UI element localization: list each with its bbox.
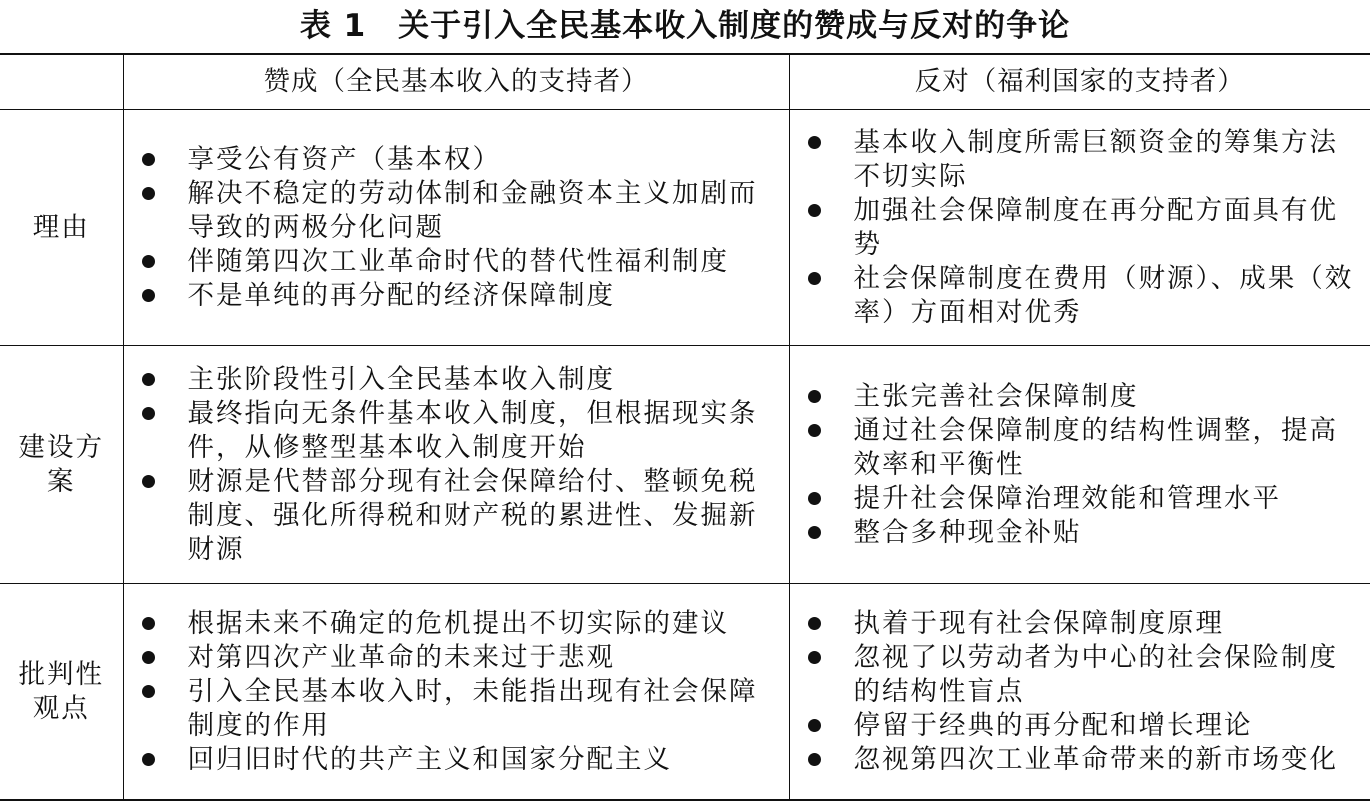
table-header-row	[0, 54, 1370, 110]
table-title: 表 1 关于引入全民基本收入制度的赞成与反对的争论	[299, 8, 1071, 44]
list-item	[138, 177, 779, 245]
header-corner	[0, 54, 123, 110]
list-item-text: 加强社会保障制度在再分配方面具有优势	[853, 194, 1338, 260]
bullet-icon	[808, 424, 821, 437]
list-item	[138, 607, 779, 641]
list-item	[804, 709, 1361, 743]
con-cell-reason	[789, 110, 1370, 346]
list-item	[804, 743, 1361, 777]
list-item	[138, 743, 779, 777]
bullet-list	[138, 607, 779, 777]
bullet-icon	[142, 187, 155, 200]
row-label-plan: 建设方案	[0, 346, 123, 584]
list-item	[138, 279, 779, 313]
list-item	[804, 414, 1361, 482]
list-item-text: 主张阶段性引入全民基本收入制度	[187, 363, 615, 395]
list-item	[138, 675, 779, 743]
con-cell-critique	[789, 584, 1370, 801]
bullet-icon	[142, 289, 155, 302]
list-item-text: 主张完善社会保障制度	[853, 380, 1139, 412]
row-label-reason: 理由	[0, 110, 123, 346]
list-item-text: 社会保障制度在费用（财源）、成果（效率）方面相对优秀	[853, 262, 1354, 328]
bullet-icon	[142, 651, 155, 664]
list-item	[804, 126, 1361, 194]
bullet-icon	[808, 136, 821, 149]
bullet-icon	[808, 492, 821, 505]
bullet-icon	[808, 719, 821, 732]
bullet-list	[804, 380, 1361, 550]
list-item-text: 根据未来不确定的危机提出不切实际的建议	[187, 607, 729, 639]
comparison-table	[0, 53, 1370, 801]
bullet-icon	[808, 651, 821, 664]
list-item-text: 对第四次产业革命的未来过于悲观	[187, 641, 615, 673]
con-cell-plan	[789, 346, 1370, 584]
table-row-plan	[0, 346, 1370, 584]
bullet-icon	[142, 753, 155, 766]
list-item-text: 回归旧时代的共产主义和国家分配主义	[187, 743, 672, 775]
list-item-text: 提升社会保障治理效能和管理水平	[853, 482, 1281, 514]
bullet-icon	[808, 526, 821, 539]
bullet-icon	[142, 255, 155, 268]
list-item-text: 停留于经典的再分配和增长理论	[853, 709, 1253, 741]
list-item	[804, 641, 1361, 709]
bullet-icon	[142, 617, 155, 630]
list-item	[804, 607, 1361, 641]
list-item-text: 不是单纯的再分配的经济保障制度	[187, 279, 615, 311]
list-item	[804, 482, 1361, 516]
list-item-text: 引入全民基本收入时，未能指出现有社会保障制度的作用	[187, 675, 758, 741]
list-item-text: 伴随第四次工业革命时代的替代性福利制度	[187, 245, 729, 277]
header-pro: 赞成（全民基本收入的支持者）	[123, 54, 789, 110]
bullet-icon	[142, 153, 155, 166]
list-item	[138, 363, 779, 397]
list-item-text: 解决不稳定的劳动体制和金融资本主义加剧而导致的两极分化问题	[187, 177, 758, 243]
list-item	[138, 397, 779, 465]
list-item-text: 忽视第四次工业革命带来的新市场变化	[853, 743, 1338, 775]
list-item-text: 享受公有资产（基本权）	[187, 143, 501, 175]
bullet-icon	[808, 390, 821, 403]
list-item	[138, 245, 779, 279]
header-con: 反对（福利国家的支持者）	[789, 54, 1370, 110]
bullet-list	[138, 143, 779, 313]
bullet-icon	[142, 685, 155, 698]
list-item	[804, 380, 1361, 414]
bullet-icon	[808, 617, 821, 630]
list-item-text: 执着于现有社会保障制度原理	[853, 607, 1224, 639]
bullet-icon	[808, 272, 821, 285]
row-label-critique: 批判性观点	[0, 584, 123, 801]
pro-cell-reason	[123, 110, 789, 346]
list-item	[138, 465, 779, 567]
bullet-icon	[808, 753, 821, 766]
list-item-text: 最终指向无条件基本收入制度，但根据现实条件，从修整型基本收入制度开始	[187, 397, 758, 463]
table-row-critique	[0, 584, 1370, 801]
bullet-icon	[142, 373, 155, 386]
list-item	[804, 194, 1361, 262]
list-item-text: 基本收入制度所需巨额资金的筹集方法不切实际	[853, 126, 1338, 192]
pro-cell-critique	[123, 584, 789, 801]
bullet-list	[138, 363, 779, 567]
list-item-text: 忽视了以劳动者为中心的社会保险制度的结构性盲点	[853, 641, 1338, 707]
table-row-reason	[0, 110, 1370, 346]
list-item	[804, 262, 1361, 330]
bullet-icon	[142, 475, 155, 488]
bullet-icon	[808, 204, 821, 217]
list-item-text: 财源是代替部分现有社会保障给付、整顿免税制度、强化所得税和财产税的累进性、发掘新财源	[187, 465, 758, 565]
list-item-text: 通过社会保障制度的结构性调整，提高效率和平衡性	[853, 414, 1338, 480]
list-item	[138, 143, 779, 177]
list-item	[804, 516, 1361, 550]
list-item-text: 整合多种现金补贴	[853, 516, 1082, 548]
bullet-list	[804, 607, 1361, 777]
pro-cell-plan	[123, 346, 789, 584]
bullet-icon	[142, 407, 155, 420]
bullet-list	[804, 126, 1361, 330]
list-item	[138, 641, 779, 675]
